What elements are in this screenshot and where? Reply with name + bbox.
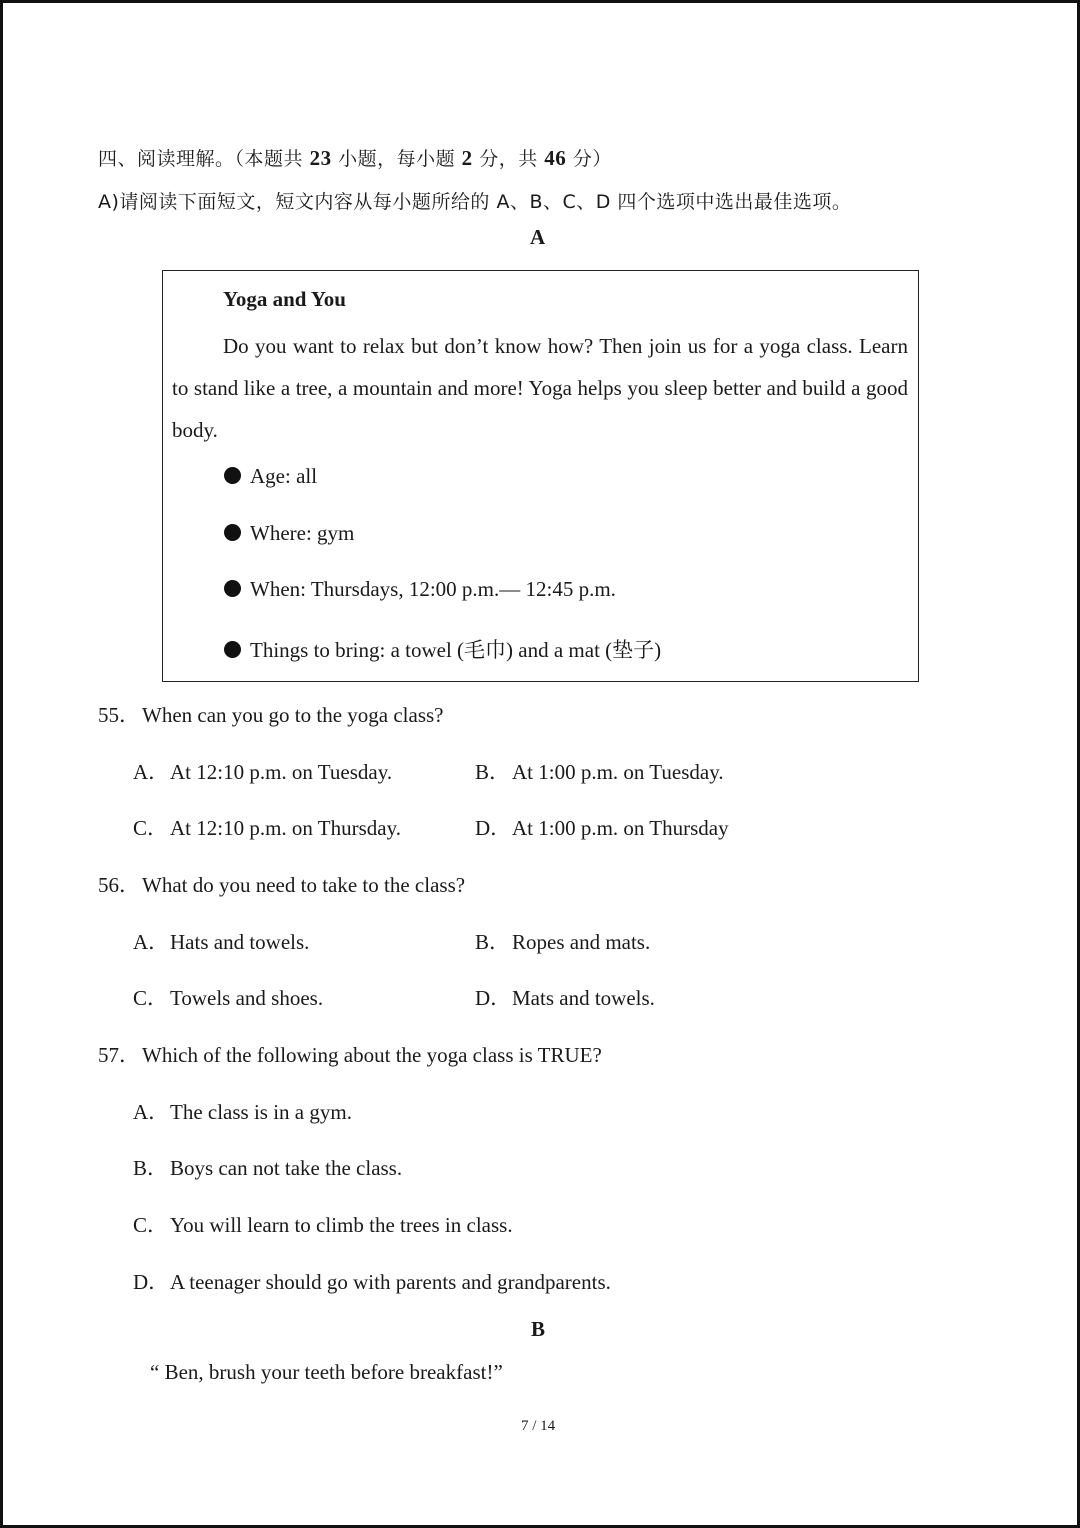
option-letter: B． bbox=[475, 930, 511, 954]
option-56-c[interactable] bbox=[133, 982, 323, 1012]
heading-prefix: 四、阅读理解。（本题共 bbox=[98, 148, 304, 170]
bullet-text: Things to bring: a towel (毛巾) and a mat (垫子) bbox=[250, 638, 662, 662]
bullet-item bbox=[224, 634, 661, 664]
question-55 bbox=[98, 699, 444, 729]
option-57-c[interactable] bbox=[133, 1209, 513, 1239]
heading-total: 46 bbox=[544, 146, 567, 170]
option-text: At 1:00 p.m. on Thursday bbox=[512, 816, 729, 840]
option-57-b[interactable] bbox=[133, 1152, 402, 1182]
passage-a-title: Yoga and You bbox=[223, 287, 346, 311]
option-letter: C． bbox=[133, 816, 169, 840]
heading-mid2: 分，共 bbox=[479, 148, 538, 170]
option-56-b[interactable] bbox=[475, 926, 650, 956]
bullet-dot-icon bbox=[224, 580, 241, 597]
option-letter: B． bbox=[133, 1156, 169, 1180]
option-text: At 12:10 p.m. on Thursday. bbox=[170, 816, 401, 840]
option-text: At 1:00 p.m. on Tuesday. bbox=[512, 760, 724, 784]
question-text: Which of the following about the yoga class is TRUE? bbox=[142, 1043, 602, 1067]
page-number: 7 / 14 bbox=[521, 1418, 556, 1434]
bullet-text: Where: gym bbox=[250, 521, 355, 545]
bullet-text: When: Thursdays, 12:00 p.m.— 12:45 p.m. bbox=[250, 577, 616, 601]
option-letter: A． bbox=[133, 1100, 170, 1124]
option-letter: D． bbox=[475, 816, 512, 840]
heading-mid: 小题，每小题 bbox=[338, 148, 456, 170]
bullet-dot-icon bbox=[224, 524, 241, 541]
option-text: Mats and towels. bbox=[512, 986, 655, 1010]
passage-a-label: A bbox=[530, 225, 546, 249]
bullet-item bbox=[224, 521, 354, 546]
section-heading bbox=[98, 144, 612, 171]
option-letter: B． bbox=[475, 760, 511, 784]
option-text: You will learn to climb the trees in class. bbox=[170, 1213, 513, 1237]
option-letter: C． bbox=[133, 1213, 169, 1237]
passage-b-first-line: “ Ben, brush your teeth before breakfast!” bbox=[150, 1360, 503, 1384]
option-55-c[interactable] bbox=[133, 812, 401, 842]
option-55-d[interactable] bbox=[475, 812, 729, 842]
bullet-dot-icon bbox=[224, 641, 241, 658]
option-letter: D． bbox=[475, 986, 512, 1010]
option-text: At 12:10 p.m. on Tuesday. bbox=[170, 760, 393, 784]
option-57-d[interactable] bbox=[133, 1266, 611, 1296]
question-number: 55． bbox=[98, 703, 140, 727]
heading-suffix: 分） bbox=[572, 148, 612, 170]
option-text: Boys can not take the class. bbox=[170, 1156, 403, 1180]
option-55-a[interactable] bbox=[133, 756, 392, 786]
bullet-dot-icon bbox=[224, 467, 241, 484]
passage-b-label: B bbox=[531, 1317, 546, 1341]
option-text: A teenager should go with parents and grandparents. bbox=[170, 1270, 611, 1294]
passage-a-paragraph bbox=[172, 325, 908, 451]
passage-a-paragraph-text: Do you want to relax but don’t know how? Then join us for a yoga class. Learn to stand like a tree, a mountain and more! Yoga helps you sleep better and build a good body. bbox=[172, 334, 908, 442]
question-57 bbox=[98, 1039, 602, 1069]
heading-count: 23 bbox=[309, 146, 332, 170]
option-56-d[interactable] bbox=[475, 982, 655, 1012]
option-text: The class is in a gym. bbox=[170, 1100, 352, 1124]
heading-points: 2 bbox=[461, 146, 473, 170]
option-letter: A． bbox=[133, 760, 170, 784]
option-letter: A． bbox=[133, 930, 170, 954]
question-56 bbox=[98, 869, 465, 899]
option-letter: C． bbox=[133, 986, 169, 1010]
question-number: 56． bbox=[98, 873, 140, 897]
option-57-a[interactable] bbox=[133, 1096, 352, 1126]
option-55-b[interactable] bbox=[475, 756, 724, 786]
bullet-item bbox=[224, 464, 317, 489]
option-text: Hats and towels. bbox=[170, 930, 310, 954]
option-text: Towels and shoes. bbox=[170, 986, 324, 1010]
question-text: When can you go to the yoga class? bbox=[142, 703, 444, 727]
question-number: 57． bbox=[98, 1043, 140, 1067]
section-instruction: A)请阅读下面短文，短文内容从每小题所给的 A、B、C、D 四个选项中选出最佳选项。 bbox=[98, 191, 852, 213]
option-56-a[interactable] bbox=[133, 926, 309, 956]
bullet-text: Age: all bbox=[250, 464, 318, 488]
question-text: What do you need to take to the class? bbox=[142, 873, 466, 897]
bullet-item bbox=[224, 577, 616, 602]
option-letter: D． bbox=[133, 1270, 170, 1294]
option-text: Ropes and mats. bbox=[512, 930, 651, 954]
